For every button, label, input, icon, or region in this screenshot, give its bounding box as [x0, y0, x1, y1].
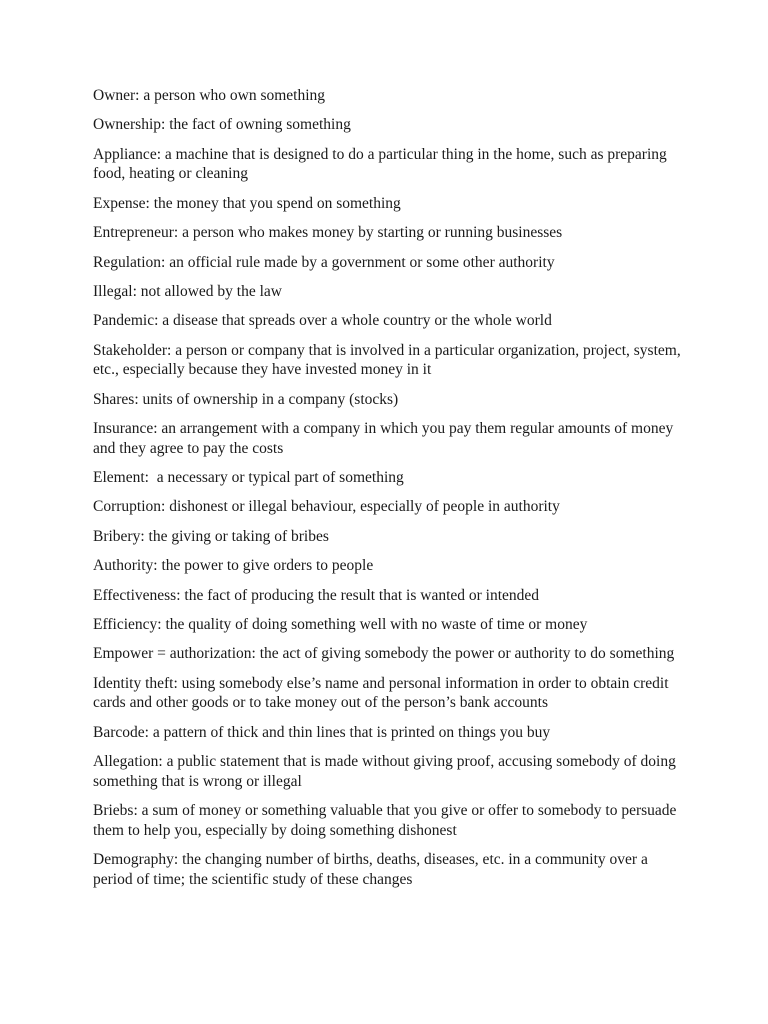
glossary-entry: Owner: a person who own something [93, 87, 326, 104]
glossary-entry: Illegal: not allowed by the law [93, 282, 282, 300]
glossary-entry: Insurance: an arrangement with a company in which you pay them regular amounts of money and they agree to pay the costs [93, 420, 678, 457]
glossary-entry: Efficiency: the quality of doing something well with no waste of time or money [93, 616, 588, 634]
glossary-entry: Allegation: a public statement that is made without giving proof, accusing somebody of doing something that is wrong or illegal [93, 753, 680, 790]
glossary-entry: Effectiveness: the fact of producing the result that is wanted or intended [93, 586, 540, 604]
glossary-entry: Empower = authorization: the act of giving somebody the power or authority to do something [93, 645, 675, 663]
glossary-entry: Regulation: an official rule made by a government or some other authority [93, 253, 555, 271]
glossary-entry: Appliance: a machine that is designed to do a particular thing in the home, such as preparing food, heating or cleaning [93, 145, 671, 183]
glossary-entry: Stakeholder: a person or company that is involved in a particular organization, project, system, etc., especially because they have invested money in it [93, 341, 685, 379]
glossary-entry: Entrepreneur: a person who makes money by starting or running businesses [93, 224, 563, 242]
glossary-entry: Expense: the money that you spend on something [93, 194, 401, 212]
glossary-entry: Authority: the power to give orders to people [93, 557, 374, 575]
glossary-entry: Identity theft: using somebody else’s name and personal information in order to obtain credit cards and other goods or to take money out of the person’s bank accounts [93, 674, 673, 712]
glossary-entry: Demography: the changing number of births, deaths, diseases, etc. in a community over a period of time; the scientific study of these changes [93, 851, 652, 888]
glossary-entry: Element: a necessary or typical part of something [93, 469, 404, 487]
glossary-entry: Barcode: a pattern of thick and thin lines that is printed on things you buy [93, 723, 551, 741]
glossary-entry: Briebs: a sum of money or something valuable that you give or offer to somebody to persuade them to help you, especially by doing something dishonest [93, 802, 681, 839]
glossary-entry: Pandemic: a disease that spreads over a whole country or the whole world [93, 312, 552, 330]
glossary-entry: Bribery: the giving or taking of bribes [93, 527, 329, 545]
glossary-entry: Shares: units of ownership in a company (stocks) [93, 390, 399, 408]
glossary-entry: Ownership: the fact of owning something [93, 116, 351, 134]
glossary-entry: Corruption: dishonest or illegal behaviour, especially of people in authority [93, 498, 560, 516]
glossary-list [93, 86, 683, 899]
